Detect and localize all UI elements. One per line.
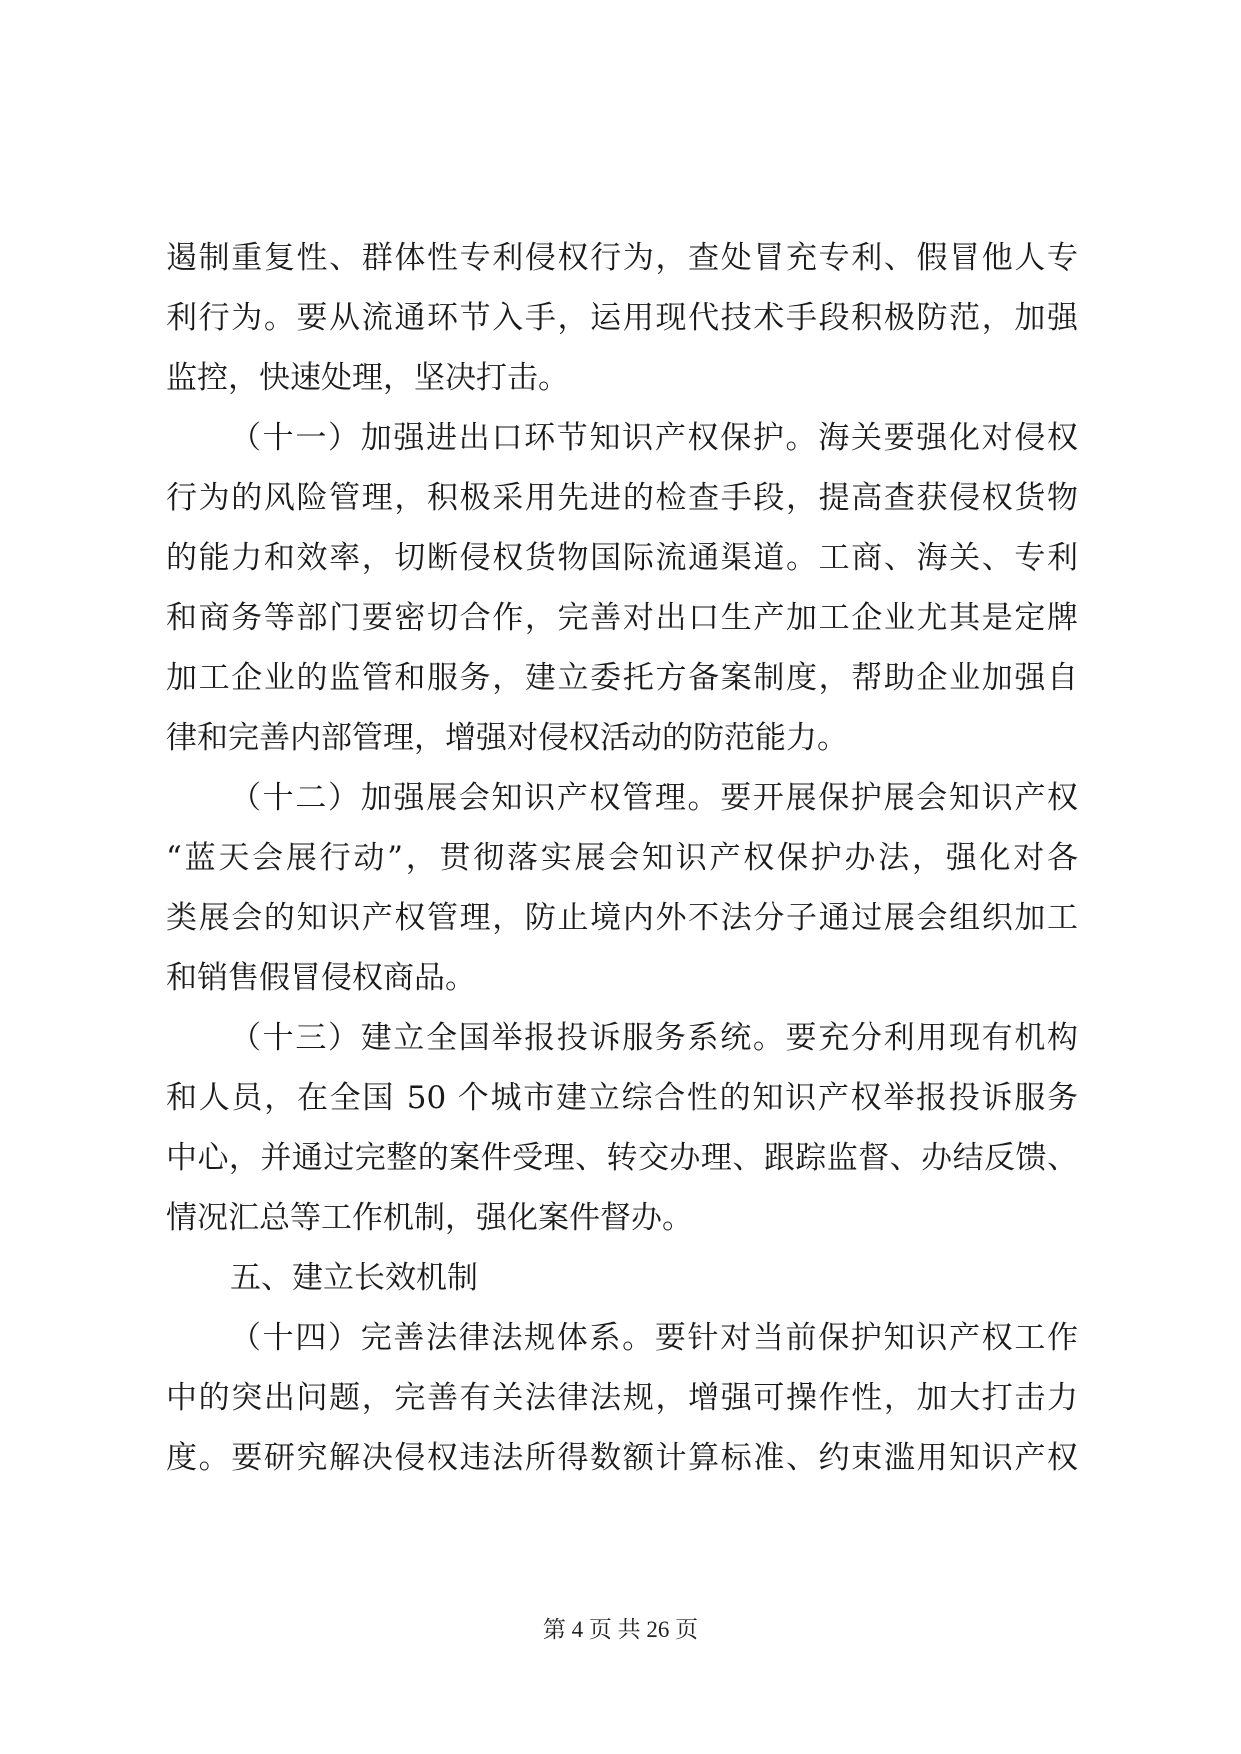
- text-line: 类展会的知识产权管理，防止境内外不法分子通过展会组织加工: [166, 900, 1078, 936]
- text-line: 中心，并通过完整的案件受理、转交办理、跟踪监督、办结反馈、: [166, 1140, 1078, 1176]
- text-line: （十一）加强进出口环节知识产权保护。海关要强化对侵权: [230, 420, 1078, 456]
- text-line: 情况汇总等工作机制，强化案件督办。: [166, 1200, 693, 1236]
- text-line: 遏制重复性、群体性专利侵权行为，查处冒充专利、假冒他人专: [166, 240, 1078, 276]
- text-line: 中的突出问题，完善有关法律法规，增强可操作性，加大打击力: [166, 1380, 1078, 1416]
- text-line: 度。要研究解决侵权违法所得数额计算标准、约束滥用知识产权: [166, 1440, 1078, 1476]
- text-line: （十四）完善法律法规体系。要针对当前保护知识产权工作: [230, 1320, 1078, 1356]
- text-line: 和人员，在全国 50 个城市建立综合性的知识产权举报投诉服务: [166, 1080, 1078, 1116]
- text-line: 和商务等部门要密切合作，完善对出口生产加工企业尤其是定牌: [166, 600, 1078, 636]
- page-footer: 第 4 页 共 26 页: [542, 1617, 699, 1642]
- text-line: 行为的风险管理，积极采用先进的检查手段，提高查获侵权货物: [166, 480, 1078, 516]
- text-line: 利行为。要从流通环节入手，运用现代技术手段积极防范，加强: [166, 300, 1078, 336]
- text-line: （十三）建立全国举报投诉服务系统。要充分利用现有机构: [230, 1020, 1078, 1056]
- text-line: 加工企业的监管和服务，建立委托方备案制度，帮助企业加强自: [166, 660, 1078, 696]
- text-line: （十二）加强展会知识产权管理。要开展保护展会知识产权: [230, 780, 1078, 816]
- text-line: 的能力和效率，切断侵权货物国际流通渠道。工商、海关、专利: [166, 540, 1078, 576]
- text-line: 律和完善内部管理，增强对侵权活动的防范能力。: [166, 720, 848, 756]
- section-heading: 五、建立长效机制: [230, 1260, 478, 1296]
- text-line: “蓝天会展行动”，贯彻落实展会知识产权保护办法，强化对各: [166, 840, 1078, 876]
- text-line: 和销售假冒侵权商品。: [166, 960, 476, 996]
- text-line: 监控，快速处理，坚决打击。: [166, 360, 569, 396]
- document-body: [166, 228, 1078, 1488]
